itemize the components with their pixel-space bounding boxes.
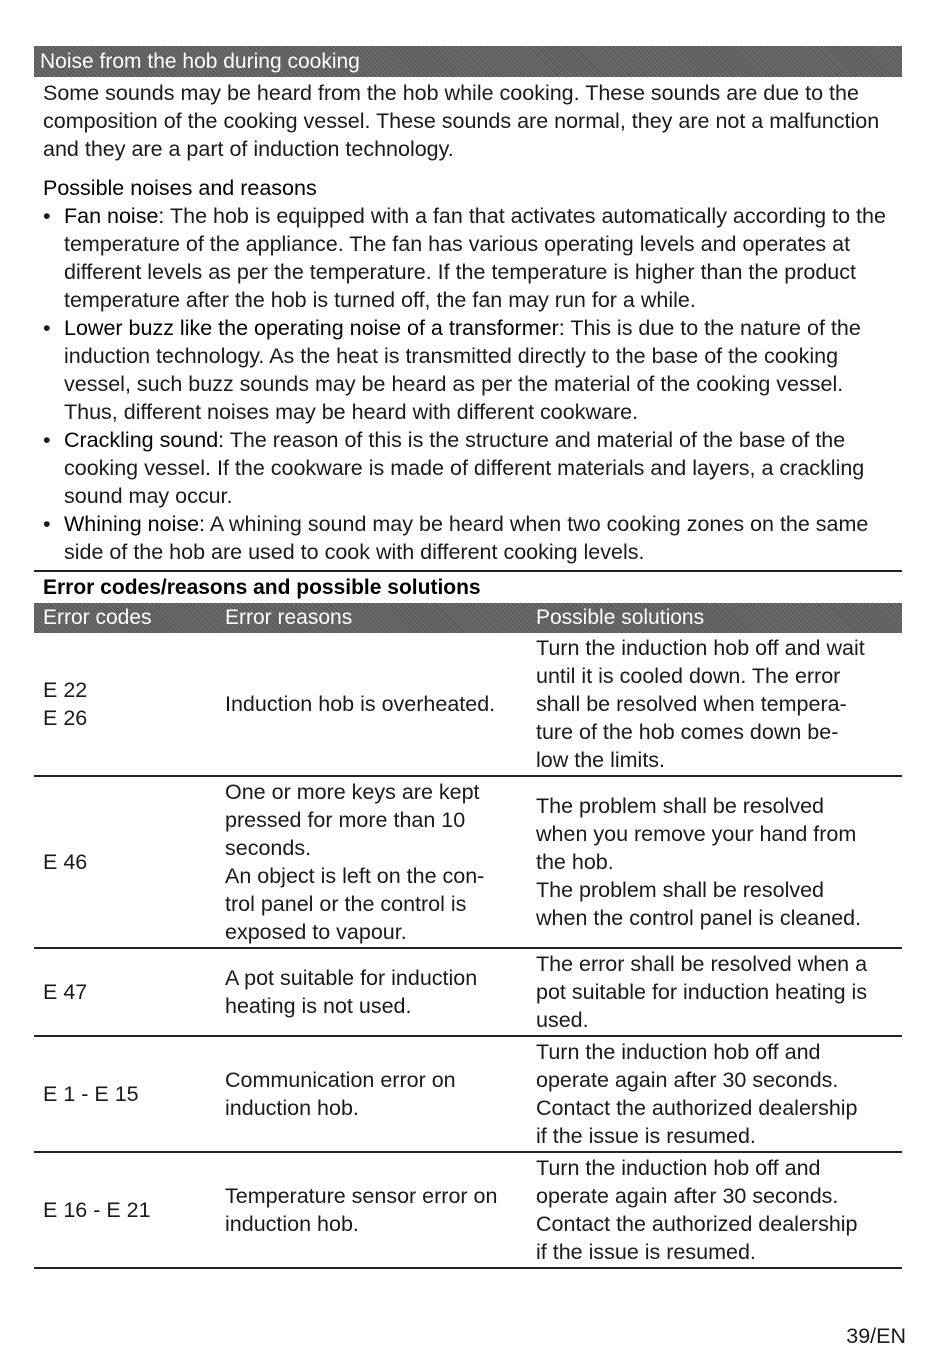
error-code-line: E 46 (43, 850, 88, 874)
table-row (34, 777, 902, 949)
error-code-cell (34, 777, 216, 947)
solution-line: the hob. (536, 850, 614, 874)
error-reason-cell (216, 949, 527, 1035)
noise-label: Fan noise: (64, 204, 165, 228)
table-body (34, 633, 902, 1269)
error-reason-cell (216, 777, 527, 947)
noise-label: Whining noise: (64, 512, 206, 536)
table-row (34, 1037, 902, 1153)
solution-cell (527, 633, 902, 775)
solution-line: if the issue is resumed. (536, 1124, 756, 1148)
solution-line: when you remove your hand from (536, 822, 857, 846)
error-code-cell (34, 1037, 216, 1151)
noise-text: The hob is equipped with a fan that activates automatically according to the temperature of the appliance. The fan has various operating levels and operates at different levels as per the temperature. If the temperature is higher than the product temperature after the hob is turned off, the fan may run for a while. (64, 204, 886, 312)
error-reason-line: induction hob. (225, 1096, 359, 1120)
table-header (34, 603, 902, 633)
error-reason-cell (216, 633, 527, 775)
solution-cell (527, 1153, 902, 1267)
error-code-line: E 47 (43, 980, 88, 1004)
noise-text: The reason of this is the structure and material of the base of the cooking vessel. If the cookware is made of different materials and layers, a crackling sound may occur. (64, 428, 865, 508)
solution-line: if the issue is resumed. (536, 1240, 756, 1264)
bullet-icon: • (43, 512, 51, 536)
section-title: Noise from the hob during cooking (34, 46, 902, 77)
list-item (34, 314, 886, 426)
solution-cell (527, 777, 902, 947)
solution-line: used. (536, 1008, 589, 1032)
error-code-line: E 1 - E 15 (43, 1082, 139, 1106)
header-error-reasons: Error reasons (225, 606, 353, 629)
error-reason-cell (216, 1153, 527, 1267)
solution-line: ture of the hob comes down be- (536, 720, 839, 744)
solution-line: until it is cooled down. The error (536, 664, 841, 688)
noise-list (34, 202, 902, 566)
bullet-icon: • (43, 204, 51, 228)
solution-line: operate again after 30 seconds. (536, 1184, 839, 1208)
solution-line: Contact the authorized dealership (536, 1096, 858, 1120)
error-reason-line: One or more keys are kept (225, 780, 480, 804)
error-reason-cell (216, 1037, 527, 1151)
noise-label: Crackling sound: (64, 428, 225, 452)
header-possible-solutions: Possible solutions (536, 606, 705, 629)
solution-line: operate again after 30 seconds. (536, 1068, 839, 1092)
bullet-icon: • (43, 428, 51, 452)
list-item (34, 202, 886, 314)
error-reason-line: Communication error on (225, 1068, 456, 1092)
error-code-line: E 16 - E 21 (43, 1198, 151, 1222)
error-reason-line: heating is not used. (225, 994, 412, 1018)
manual-page (34, 46, 902, 1269)
table-row (34, 1153, 902, 1269)
error-reason-line: pressed for more than 10 (225, 808, 466, 832)
error-reason-line: Induction hob is overheated. (225, 692, 496, 716)
solution-line: when the control panel is cleaned. (536, 906, 862, 930)
page-number: 39/EN (846, 1324, 906, 1348)
solution-line: shall be resolved when tempera- (536, 692, 847, 716)
header-error-codes: Error codes (43, 606, 152, 629)
solution-line: Contact the authorized dealership (536, 1212, 858, 1236)
list-item (34, 510, 886, 566)
table-title: Error codes/reasons and possible solutions (43, 576, 481, 599)
solution-line: Turn the induction hob off and (536, 1040, 821, 1064)
solution-cell (527, 949, 902, 1035)
error-code-cell (34, 1153, 216, 1267)
noise-text: This is due to the nature of the induction technology. As the heat is transmitted directly to the base of the cooking vessel, such buzz sounds may be heard as per the material of the cooking vessel. Thus, different noises may be heard with different cookware. (64, 316, 861, 424)
solution-cell (527, 1037, 902, 1151)
bullet-icon: • (43, 316, 51, 340)
intro-paragraph: Some sounds may be heard from the hob while cooking. These sounds are due to the composition of the cooking vessel. These sounds are normal, they are not a malfunction and they are a part of induction technology. (43, 81, 880, 161)
error-code-cell (34, 949, 216, 1035)
noise-text: A whining sound may be heard when two cooking zones on the same side of the hob are used to cook with different cooking levels. (64, 512, 869, 564)
table-row (34, 949, 902, 1037)
error-code-cell (34, 633, 216, 775)
solution-line: Turn the induction hob off and wait (536, 636, 865, 660)
error-code-line: E 26 (43, 706, 88, 730)
error-reason-line: exposed to vapour. (225, 920, 407, 944)
solution-line: The problem shall be resolved (536, 794, 825, 818)
subheading: Possible noises and reasons (43, 176, 317, 200)
solution-line: Turn the induction hob off and (536, 1156, 821, 1180)
error-reason-line: An object is left on the con- (225, 864, 485, 888)
error-code-line: E 22 (43, 678, 88, 702)
solution-line: The error shall be resolved when a (536, 952, 868, 976)
table-row (34, 633, 902, 777)
error-reason-line: Temperature sensor error on (225, 1184, 498, 1208)
error-reason-line: A pot suitable for induction (225, 966, 478, 990)
error-reason-line: induction hob. (225, 1212, 359, 1236)
noise-label: Lower buzz like the operating noise of a transformer: (64, 316, 565, 340)
solution-line: pot suitable for induction heating is (536, 980, 868, 1004)
solution-line: The problem shall be resolved (536, 878, 825, 902)
error-reason-line: seconds. (225, 836, 312, 860)
error-table (34, 603, 902, 1269)
solution-line: low the limits. (536, 748, 666, 772)
error-reason-line: trol panel or the control is (225, 892, 467, 916)
list-item (34, 426, 886, 510)
